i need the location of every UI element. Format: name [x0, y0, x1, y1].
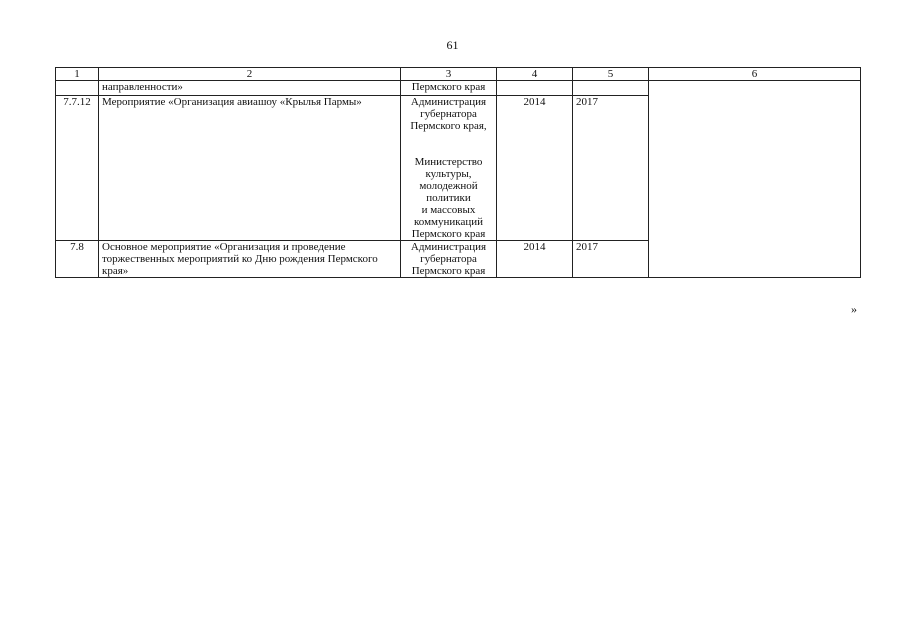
row-name: Мероприятие «Организация авиашоу «Крылья Пармы» — [99, 96, 401, 241]
row-end-year — [573, 81, 649, 96]
table-row — [56, 81, 861, 96]
column-header-5: 5 — [573, 68, 649, 81]
executor-line: Пермского края — [411, 81, 486, 93]
program-table — [55, 67, 861, 278]
row-name: Основное мероприятие «Организация и проведение торжественных мероприятий ко Дню рождения Пермского края» — [99, 241, 401, 278]
column-header-4: 4 — [497, 68, 573, 81]
row-executor — [401, 241, 497, 278]
executor-line: Пермского края — [411, 265, 486, 277]
row-end-year: 2017 — [573, 96, 649, 241]
column-header-6: 6 — [649, 68, 861, 81]
executor-line: губернатора — [420, 108, 477, 120]
column-header-1: 1 — [56, 68, 99, 81]
row-number: 7.7.12 — [56, 96, 99, 241]
row-number — [56, 81, 99, 96]
executor-line: коммуникаций — [414, 216, 483, 228]
row-start-year: 2014 — [497, 241, 573, 278]
table-header-row — [56, 68, 861, 81]
column-header-3: 3 — [401, 68, 497, 81]
executor-line: молодежной — [419, 180, 478, 192]
executor-line: культуры, — [425, 168, 472, 180]
row-start-year — [497, 81, 573, 96]
row-start-year: 2014 — [497, 96, 573, 241]
executor-line: политики — [426, 192, 471, 204]
executor-line: Пермского края — [411, 228, 486, 240]
executor-line: и массовых — [421, 204, 476, 216]
page-number: 61 — [446, 38, 459, 52]
column-header-2: 2 — [99, 68, 401, 81]
closing-quote: » — [851, 302, 857, 316]
executor-spacer — [404, 132, 493, 156]
row-name: направленности» — [99, 81, 401, 96]
row-number: 7.8 — [56, 241, 99, 278]
row-end-year: 2017 — [573, 241, 649, 278]
executor-line: губернатора — [420, 253, 477, 265]
executor-line: Министерство — [414, 156, 483, 168]
column-6-merged-cell — [649, 81, 861, 278]
row-executor — [401, 96, 497, 241]
executor-line: Администрация — [410, 96, 487, 108]
executor-line: Администрация — [410, 241, 487, 253]
executor-line: Пермского края, — [410, 120, 487, 132]
row-executor — [401, 81, 497, 96]
